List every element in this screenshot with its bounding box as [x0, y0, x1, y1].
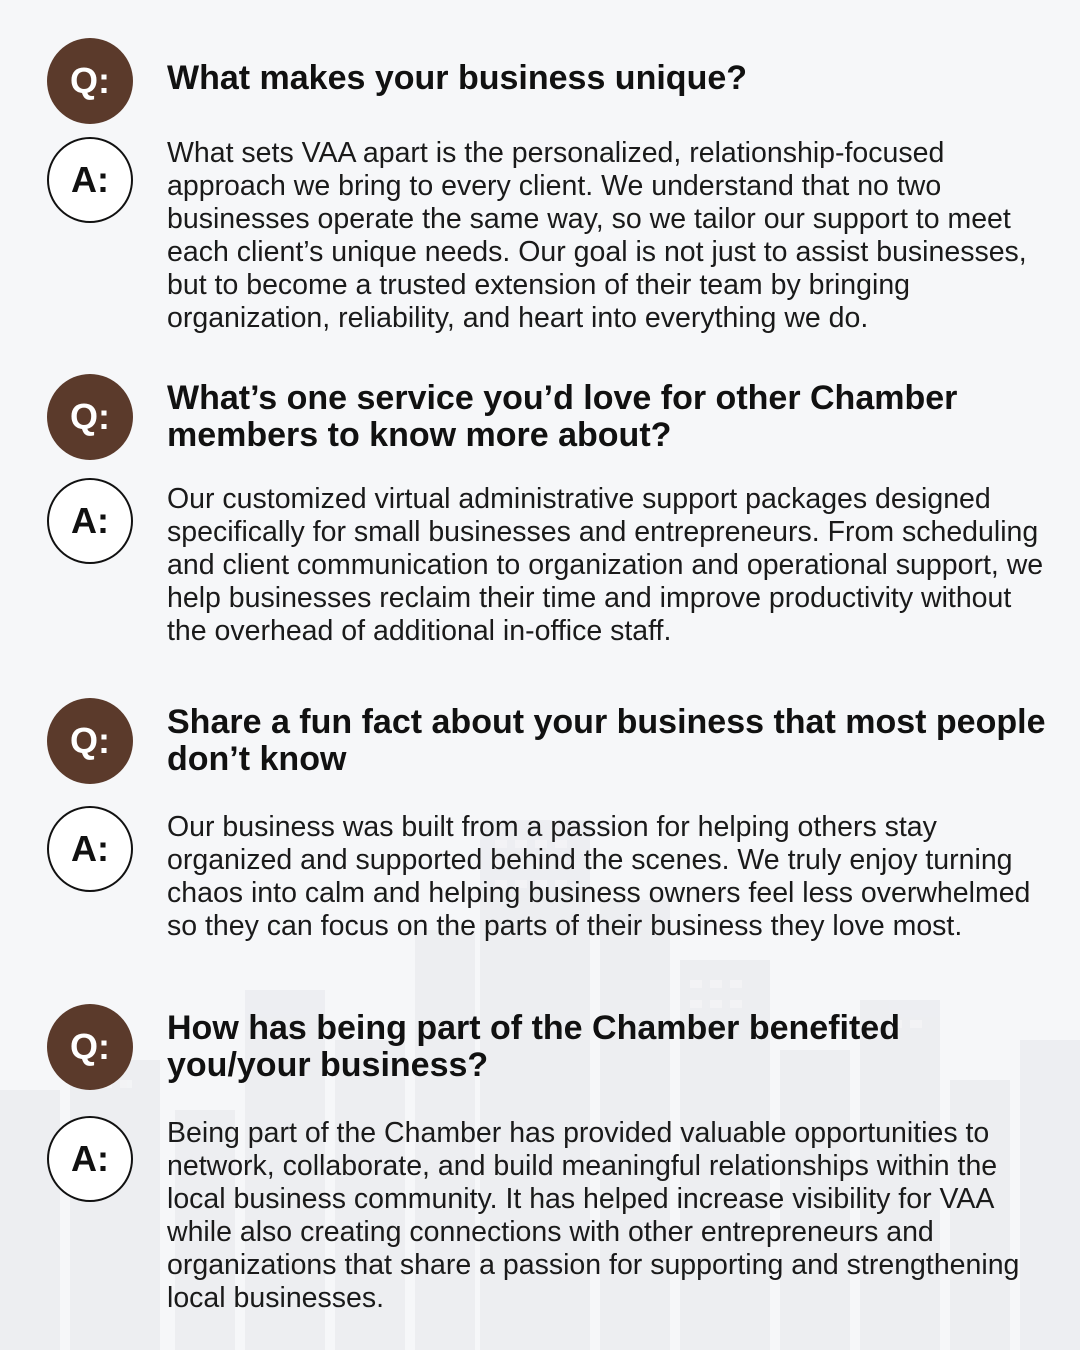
question-badge: Q:: [47, 698, 133, 784]
answer-text: Our customized virtual administrative support packages designed specifically for small businesses and entrepreneurs. From scheduling and client communication to organization and operational support, we help businesses reclaim their time and improve productivity without the overhead of additional in-office staff.: [167, 483, 1044, 647]
question-badge: Q:: [47, 374, 133, 460]
answer-text: Being part of the Chamber has provided valuable opportunities to network, collaborate, and build meaningful relationships within the local business community. It has helped increase visibility for VAA while also creating connections with other entrepreneurs and organizations that share a passion for supporting and strengthening local businesses.: [167, 1117, 1020, 1314]
answer-badge: A:: [47, 137, 133, 223]
answer-text: What sets VAA apart is the personalized, relationship-focused approach we bring to every client. We understand that no two businesses operate the same way, so we tailor our support to meet each client’s unique needs. Our goal is not just to assist businesses, but to become a trusted extension of their team by bringing organization, reliability, and heart into everything we do.: [167, 137, 1027, 334]
question-text: What’s one service you’d love for other Chamber members to know more about?: [167, 379, 958, 454]
answer-badge: A:: [47, 1116, 133, 1202]
question-text: Share a fun fact about your business that most people don’t know: [167, 703, 1046, 778]
answer-badge: A:: [47, 806, 133, 892]
question-text: What makes your business unique?: [167, 59, 748, 97]
answer-badge: A:: [47, 478, 133, 564]
question-text: How has being part of the Chamber benefited you/your business?: [167, 1009, 900, 1084]
question-badge: Q:: [47, 1004, 133, 1090]
question-badge: Q:: [47, 38, 133, 124]
answer-text: Our business was built from a passion for helping others stay organized and supported behind the scenes. We truly enjoy turning chaos into calm and helping business owners feel less overwhelmed so they can focus on the parts of their business they love most.: [167, 811, 1031, 942]
